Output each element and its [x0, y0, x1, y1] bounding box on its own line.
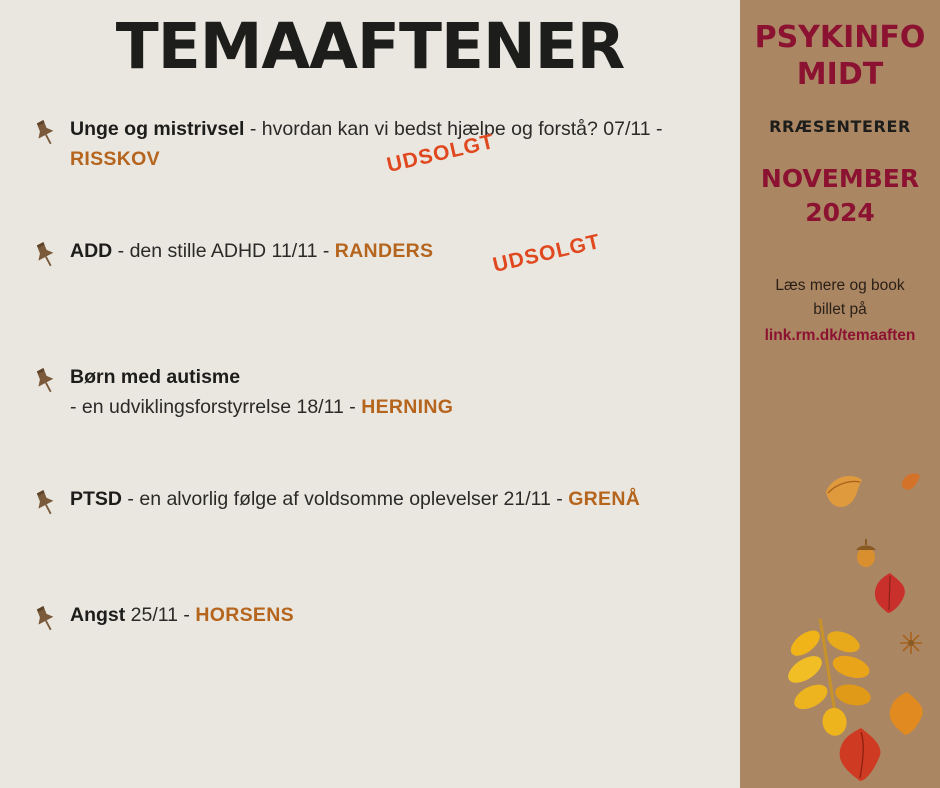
- pushpin-icon: [30, 488, 60, 518]
- event-text: [70, 236, 740, 266]
- leaf-icon: [822, 470, 866, 515]
- month-label: NOVEMBER: [760, 164, 920, 194]
- event-text: [70, 600, 740, 630]
- page-title: TEMAAFTENER: [115, 10, 625, 83]
- status-badge: UDSOLGT: [490, 230, 603, 278]
- event-description: 25/11 -: [125, 604, 196, 627]
- poster-sidebar: [740, 0, 940, 788]
- event-description: - en alvorlig følge af voldsomme oplevelser 21/11 -: [122, 488, 569, 511]
- list-item[interactable]: [24, 230, 740, 290]
- event-lead: Angst: [70, 604, 126, 627]
- pushpin-icon: [30, 240, 60, 270]
- leaf-icon: [835, 726, 887, 787]
- seed-icon: [898, 630, 924, 661]
- event-city: RANDERS: [334, 240, 434, 263]
- event-lead: Unge og mistrivsel: [70, 118, 245, 141]
- event-city: HERNING: [361, 396, 454, 419]
- event-lead: ADD: [70, 240, 113, 263]
- list-item[interactable]: [24, 600, 740, 654]
- presents-label: RRÆSENTERER: [769, 117, 911, 137]
- booking-line-1: Læs mere og book: [775, 276, 905, 294]
- leaf-icon: [770, 610, 890, 745]
- leaf-icon: [900, 470, 922, 497]
- event-city: HORSENS: [195, 604, 294, 627]
- list-item[interactable]: [24, 114, 740, 178]
- event-description: - hvordan kan vi bedst hjælpe og forstå? 07/11 -: [244, 118, 663, 141]
- event-list: [0, 114, 740, 654]
- event-description: - den stille ADHD 11/11 -: [112, 240, 335, 263]
- event-text: [70, 484, 740, 514]
- year-label: 2024: [805, 197, 875, 227]
- event-text: [70, 362, 740, 422]
- leaf-icon: [870, 572, 910, 619]
- pushpin-icon: [30, 118, 60, 148]
- brand-line-2: MIDT: [796, 56, 884, 92]
- event-lead: Børn med autisme: [70, 366, 241, 389]
- booking-link[interactable]: link.rm.dk/temaaften: [764, 326, 916, 344]
- event-city: RISSKOV: [70, 148, 160, 171]
- brand-name: [740, 20, 940, 93]
- booking-line-2: billet på: [813, 300, 867, 318]
- month-year: [740, 162, 940, 230]
- event-lead: PTSD: [70, 488, 123, 511]
- list-item[interactable]: [24, 362, 740, 422]
- event-description: - en udviklingsforstyrrelse 18/11 -: [70, 396, 362, 419]
- brand-line-1: PSYKINFO: [754, 20, 926, 55]
- pushpin-icon: [30, 604, 60, 634]
- status-badge: UDSOLGT: [384, 130, 497, 178]
- acorn-icon: [852, 538, 880, 573]
- leaf-icon: [885, 690, 929, 741]
- list-item[interactable]: [24, 484, 740, 538]
- pushpin-icon: [30, 366, 60, 396]
- event-city: GRENÅ: [568, 488, 641, 511]
- booking-info: [740, 274, 940, 348]
